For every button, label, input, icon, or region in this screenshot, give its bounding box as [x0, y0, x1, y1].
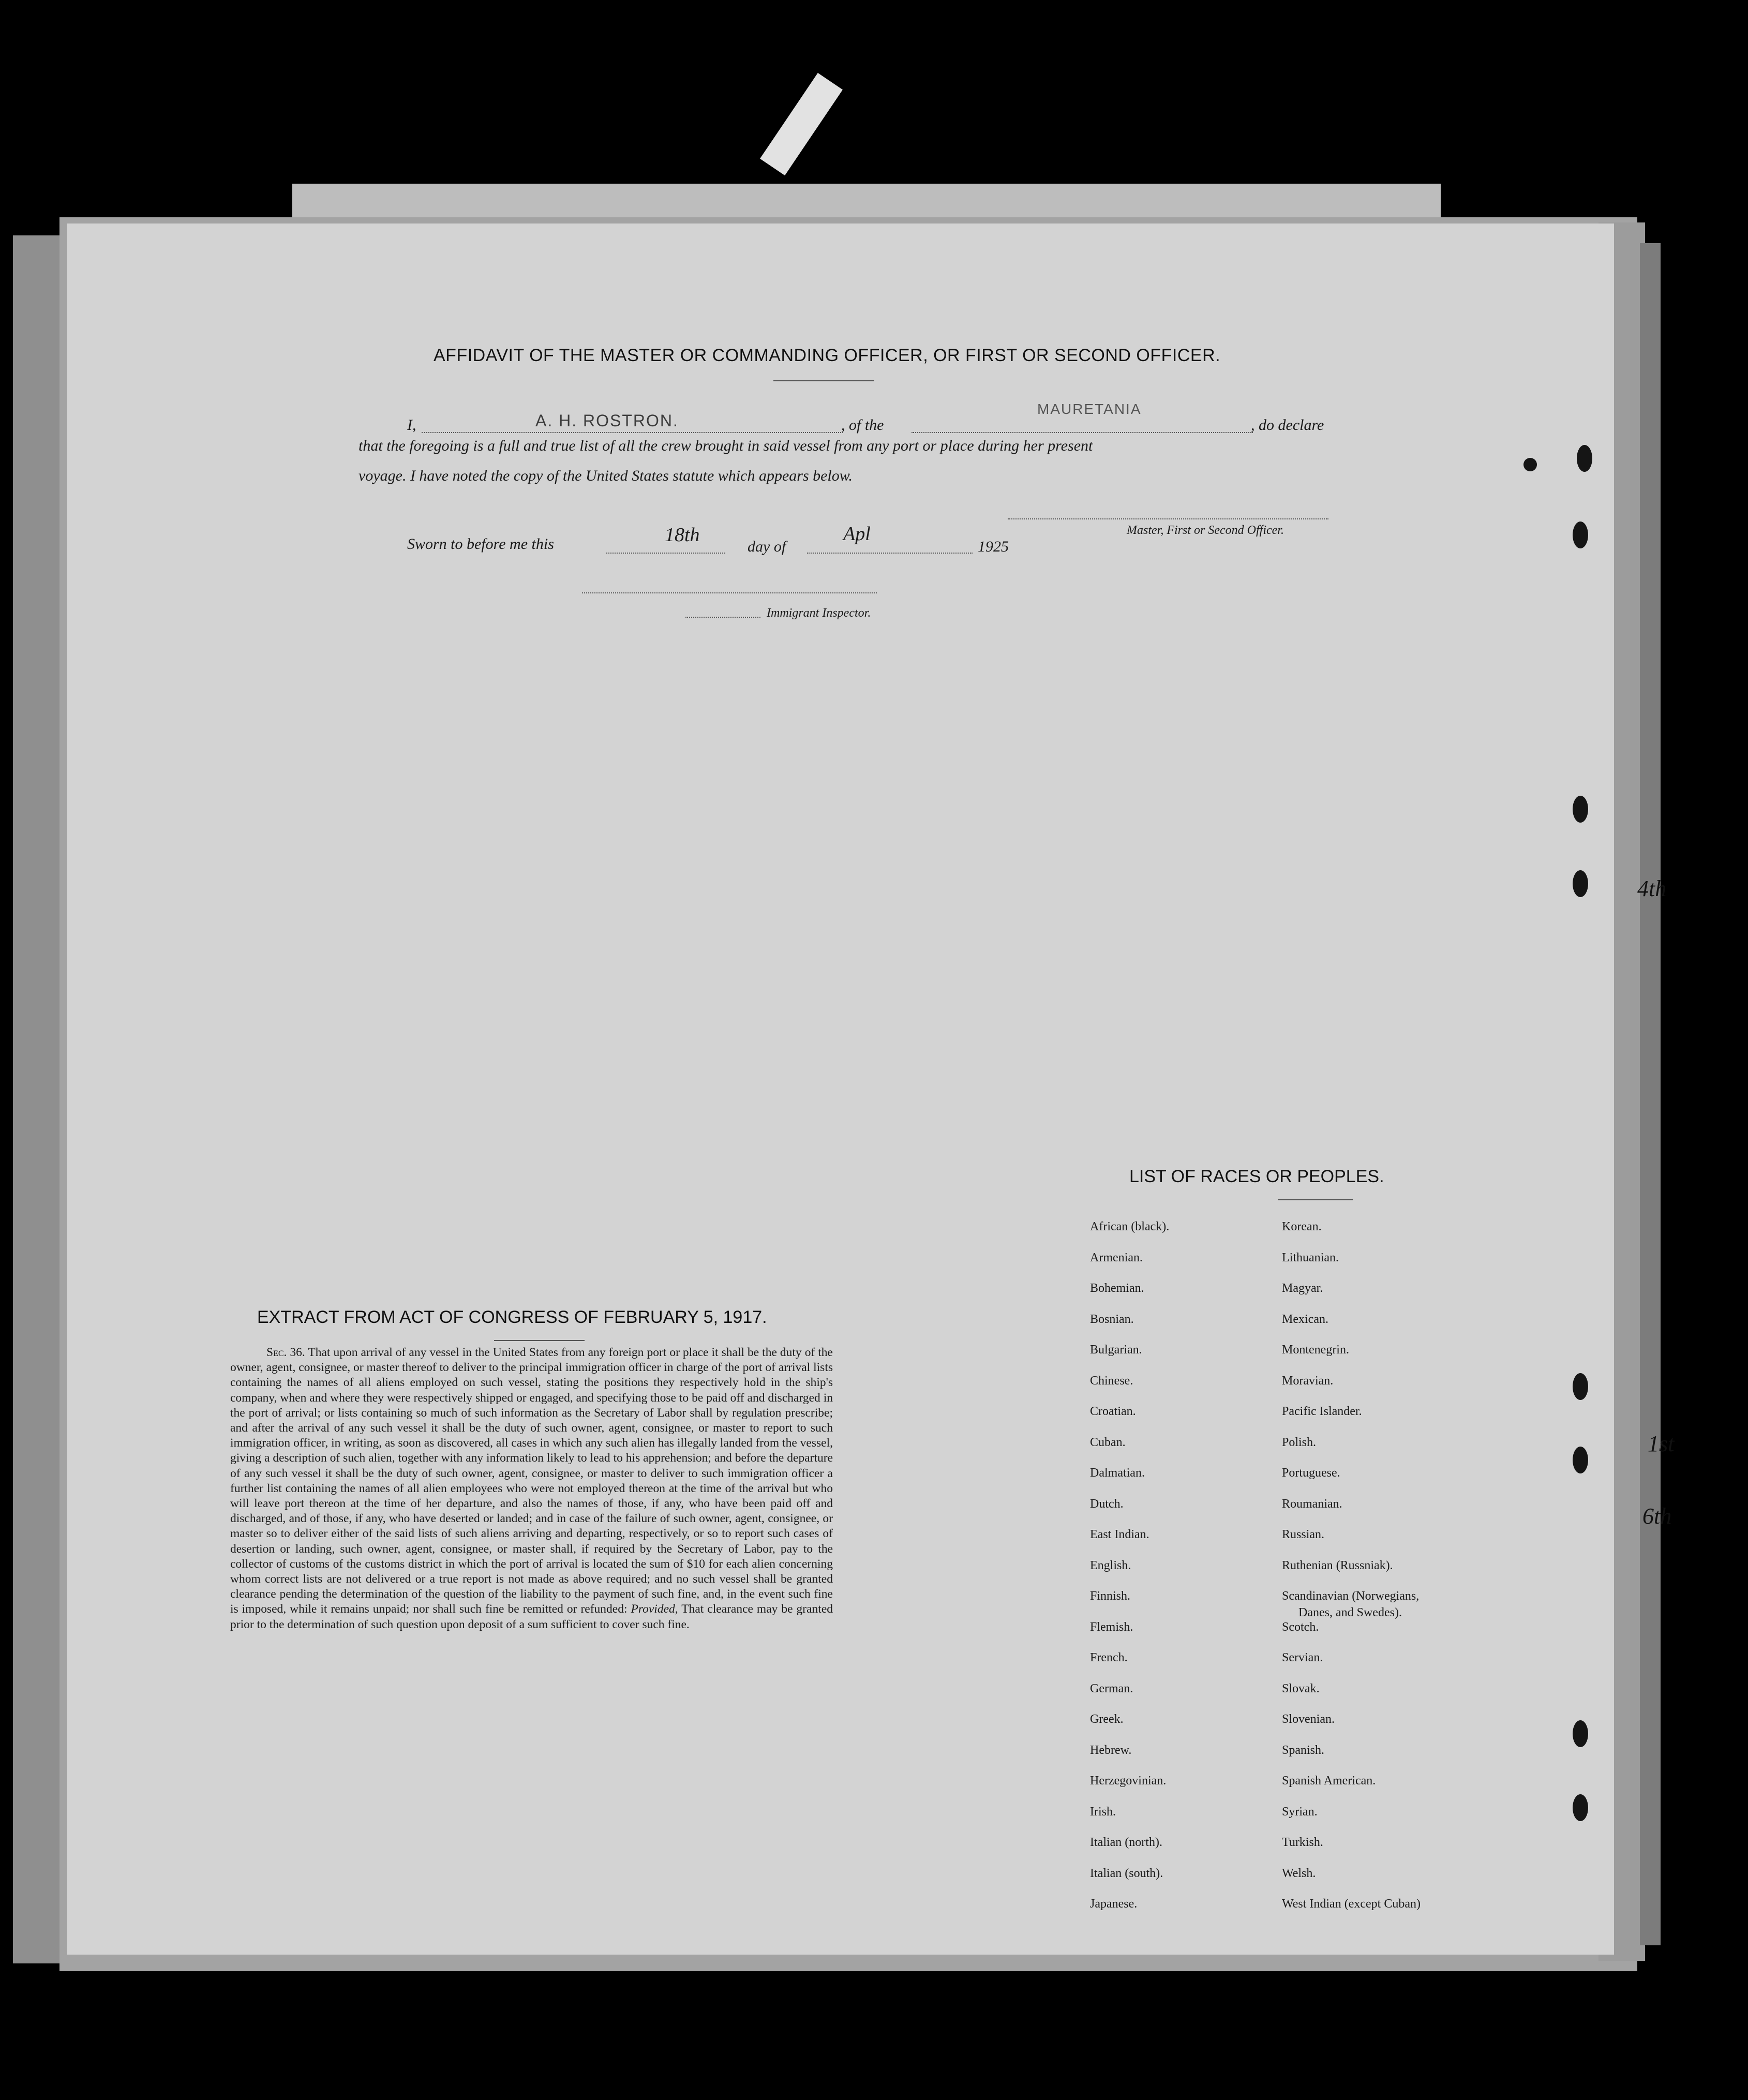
master-caption: Master, First or Second Officer.: [1127, 524, 1284, 537]
race-item: Dutch.: [1090, 1497, 1124, 1511]
races-column-1: [1090, 1219, 1169, 1928]
race-item: African (black).: [1090, 1220, 1170, 1233]
race-item: Lithuanian.: [1282, 1250, 1339, 1264]
race-item: Scotch.: [1282, 1620, 1319, 1634]
race-item: Italian (south).: [1090, 1866, 1163, 1880]
races-title: LIST OF RACES OR PEOPLES.: [1129, 1167, 1384, 1186]
race-item: Bulgarian.: [1090, 1343, 1142, 1357]
race-item: Cuban.: [1090, 1435, 1126, 1449]
affidavit-body-line1: that the foregoing is a full and true list of all the crew brought in said vessel from any port or place during her present: [358, 437, 1093, 454]
race-item: Russian.: [1282, 1528, 1325, 1541]
race-item: Servian.: [1282, 1651, 1323, 1664]
sworn-day: 18th: [665, 524, 700, 546]
race-item: Ruthenian (Russniak).: [1282, 1558, 1393, 1572]
punch-hole: [1573, 1373, 1588, 1400]
inspector-signature-line: [582, 592, 877, 593]
race-item: Pacific Islander.: [1282, 1405, 1362, 1418]
statute-ending: That clearance may be granted prior to the determination of such question upon deposit of a sum sufficient to cover such fine.: [230, 1602, 833, 1631]
race-item: Dalmatian.: [1090, 1466, 1145, 1480]
margin-note: 4th: [1637, 876, 1667, 901]
punch-hole: [1573, 1720, 1588, 1747]
race-item: Scandinavian (Norwegians,: [1282, 1589, 1420, 1603]
race-item: Slovak.: [1282, 1681, 1320, 1695]
race-item: Greek.: [1090, 1712, 1124, 1726]
right-page-stack-edge: [1640, 243, 1661, 1945]
paper-scrap: [760, 73, 843, 175]
punch-hole: [1573, 796, 1588, 823]
of-the-label: , of the: [841, 416, 884, 434]
race-item: Bosnian.: [1090, 1312, 1134, 1326]
inspector-caption: Immigrant Inspector.: [767, 606, 871, 620]
race-item: Herzegovinian.: [1090, 1774, 1167, 1788]
race-item: West Indian (except Cuban): [1282, 1897, 1421, 1911]
race-item: Roumanian.: [1282, 1497, 1342, 1511]
vessel-name-blank: [912, 432, 1253, 433]
race-item: Turkish.: [1282, 1836, 1323, 1849]
punch-hole: [1577, 445, 1592, 472]
margin-note: 1st: [1648, 1431, 1675, 1456]
section-label: Sec. 36.: [266, 1346, 305, 1359]
affidavit-body-line2: voyage. I have noted the copy of the United States statute which appears below.: [358, 467, 853, 484]
race-item: Chinese.: [1090, 1374, 1133, 1388]
master-name-blank: [422, 432, 843, 433]
race-item: German.: [1090, 1681, 1133, 1695]
do-declare-label: , do declare: [1251, 416, 1324, 434]
statute-proviso: Provided,: [631, 1602, 678, 1616]
punch-hole: [1573, 522, 1588, 548]
affidavit-pronoun: I,: [407, 416, 416, 434]
punch-hole: [1573, 1794, 1588, 1821]
affidavit-title: AFFIDAVIT OF THE MASTER OR COMMANDING OFFICER, OR FIRST OR SECOND OFFICER.: [434, 346, 1221, 365]
race-item-continuation: Danes, and Swedes).: [1298, 1606, 1402, 1619]
race-item: Magyar.: [1282, 1282, 1323, 1295]
race-item: English.: [1090, 1558, 1131, 1572]
vessel-name: MAURETANIA: [1037, 401, 1142, 417]
race-item: Moravian.: [1282, 1374, 1334, 1388]
race-item: Slovenian.: [1282, 1712, 1335, 1726]
race-item: Mexican.: [1282, 1312, 1328, 1326]
inspector-caption-lead: [685, 617, 760, 618]
statute-body: That upon arrival of any vessel in the United States from any foreign port or place it shall be the duty of the owner, agent, consignee, or master thereof to deliver to the principal immigration officer in charge of the port of arrival lists containing the names of all aliens employed on such vessel, stating the positions they respectively hold in the ship's company, when and where they were respectively shipped or engaged, and specifying those to be paid off and discharged in the port of arrival; or lists containing so much of such information as the Secretary of Labor shall by regulation prescribe; and after the arrival of any such vessel it shall be the duty of such owner, agent, consignee, or master to report to such immigration officer, in writing, as soon as discovered, all cases in which any such alien has illegally landed from the vessel, giving a description of such alien, together with any information likely to lead to his apprehension; and before the departure of any such vessel it shall be the duty of such owner, agent, consignee, or master to deliver to such immigration officer a further list containing the names of all alien employees who were not employed thereon at the time of the arrival but who will leave port thereon at the time of her departure, and also the names of those, if any, who have been paid off and discharged, and of those, if any, who have deserted or landed; and in case of the failure of such owner, agent, consignee, or master so to deliver either of the said lists of such aliens arriving and departing, respectively, or so to report such cases of desertion or landing, such owner, agent, consignee, or master shall, if required by the Secretary of Labor, pay to the collector of customs of the customs district in which the port of arrival is located the sum of $10 for each alien concerning whom correct lists are not delivered or a true report is not made as above required; and no such vessel shall be granted clearance pending the determination of the question of the liability to the payment of such fine, and, in the event such fine is imposed, while it remains unpaid; nor shall such fine be remitted or refunded:: [230, 1346, 833, 1616]
master-name: A. H. ROSTRON.: [535, 411, 679, 430]
sworn-year: 1925: [978, 538, 1009, 555]
statute-text: [230, 1345, 833, 1632]
race-item: Syrian.: [1282, 1805, 1318, 1819]
races-underline: [1278, 1199, 1353, 1200]
race-item: Croatian.: [1090, 1405, 1136, 1418]
race-item: Spanish.: [1282, 1743, 1325, 1757]
sworn-day-blank: [606, 553, 725, 554]
extract-title: EXTRACT FROM ACT OF CONGRESS OF FEBRUARY 5, 1917.: [257, 1307, 767, 1327]
race-item: Montenegrin.: [1282, 1343, 1349, 1357]
sworn-month-blank: [807, 553, 973, 554]
race-item: East Indian.: [1090, 1528, 1149, 1541]
races-column-2: [1282, 1219, 1421, 1928]
punch-hole: [1573, 870, 1588, 897]
race-item: Italian (north).: [1090, 1836, 1162, 1849]
race-item: Armenian.: [1090, 1250, 1143, 1264]
race-item: Japanese.: [1090, 1897, 1138, 1911]
race-item: Spanish American.: [1282, 1774, 1376, 1788]
race-item: Irish.: [1090, 1805, 1116, 1819]
title-underline: [773, 380, 874, 381]
race-item: Finnish.: [1090, 1589, 1131, 1603]
race-item: Korean.: [1282, 1220, 1322, 1233]
punch-hole: [1523, 458, 1537, 471]
day-of-label: day of: [748, 538, 786, 555]
punch-hole: [1573, 1447, 1588, 1473]
race-item: Polish.: [1282, 1435, 1317, 1449]
race-item: Portuguese.: [1282, 1466, 1340, 1480]
sworn-month: Apl: [843, 523, 871, 545]
race-item: Flemish.: [1090, 1620, 1133, 1634]
master-signature-line: [1008, 518, 1328, 519]
race-item: Hebrew.: [1090, 1743, 1132, 1757]
margin-note: 6th: [1642, 1503, 1672, 1529]
sworn-prefix: Sworn to before me this: [407, 535, 554, 553]
extract-underline: [494, 1340, 585, 1341]
race-item: Bohemian.: [1090, 1282, 1144, 1295]
race-item: Welsh.: [1282, 1866, 1316, 1880]
race-item: French.: [1090, 1651, 1128, 1664]
